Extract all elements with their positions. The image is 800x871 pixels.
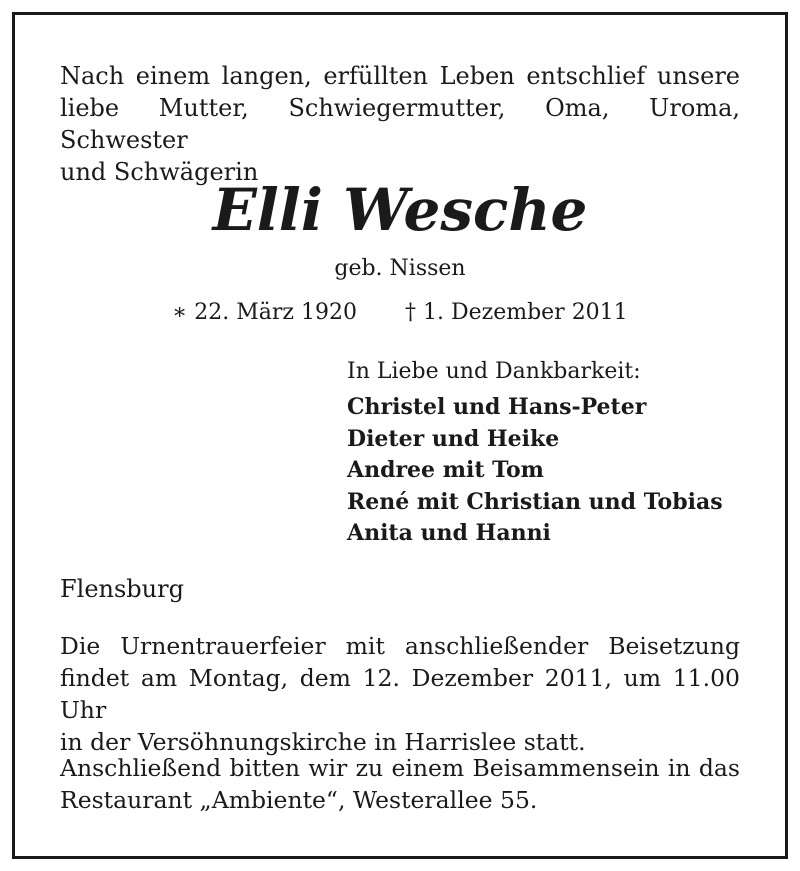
mourner-entry: Christel und Hans-Peter [347,394,647,420]
afterwards-text [60,752,740,816]
intro-line-3: und Schwägerin [60,158,259,186]
ceremony-line-2: findet am Montag, dem 12. Dezember 2011, um 11.00 Uhr [60,664,740,724]
mourner-entry: René mit Christian und Tobias [347,488,723,515]
intro-line-1: Nach einem langen, erfüllten Leben entschlief unsere [60,62,740,90]
mourners-list [347,392,723,550]
afterwards-line-2: Restaurant „Ambiente“, Westerallee 55. [60,786,538,814]
life-dates [0,297,800,329]
mourner-entry: Andree mit Tom [347,457,544,483]
death-date: † 1. Dezember 2011 [404,300,628,325]
ceremony-text [60,630,740,758]
intro-line-2: liebe Mutter, Schwiegermutter, Oma, Uroma, Schwester [60,94,740,154]
afterwards-line-1: Anschließend bitten wir zu einem Beisammensein in das [60,754,740,782]
birth-date: ∗ 22. März 1920 [172,300,357,325]
place-name: Flensburg [60,575,184,603]
intro-text [60,60,740,188]
ceremony-line-1: Die Urnentrauerfeier mit anschließender Beisetzung [60,632,740,660]
ceremony-line-3: in der Versöhnungskirche in Harrislee statt. [60,728,586,756]
mourner-entry: Dieter und Heike [347,425,560,452]
mourner-entry: Anita und Hanni [347,520,551,546]
mourners-heading: In Liebe und Dankbarkeit: [347,359,641,384]
deceased-name: Elli Wesche [212,176,588,244]
maiden-name: geb. Nissen [334,256,466,281]
